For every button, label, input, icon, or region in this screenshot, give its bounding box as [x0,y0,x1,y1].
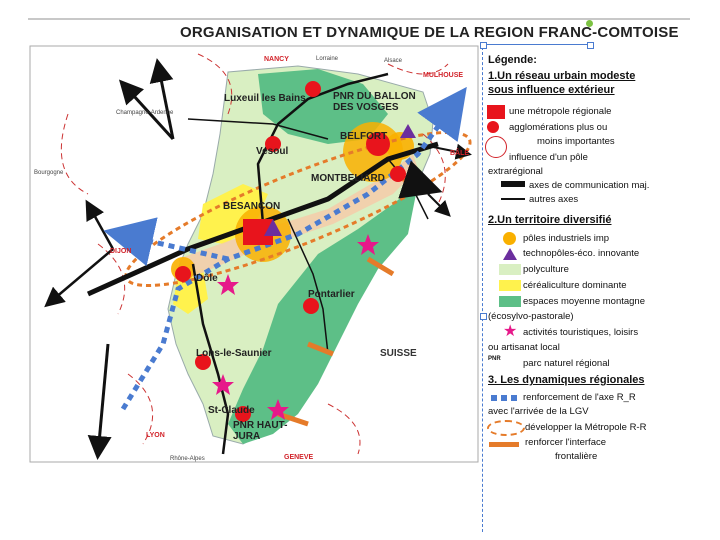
legend-cereales-label: céréaliculture dominante [523,280,627,291]
legend-metropole-label: une métropole régionale [509,106,612,117]
label-bale: BÂLE [450,150,470,157]
legend-influence-swatch [485,136,507,158]
label-st-claude: St-Claude [208,405,255,416]
legend-technopole-swatch [503,248,517,260]
label-pontarlier: Pontarlier [308,289,355,300]
agglo-dole [175,266,191,282]
legend-pnr-abbr: PNR [488,356,501,362]
label-mulhouse: MULHOUSE [423,72,464,79]
legend-montagne-label: espaces moyenne montagne [523,296,645,307]
label-suisse: SUISSE [380,348,417,359]
legend-section1-title-2: sous influence extérieur [488,84,615,96]
legend-tourisme-label-2: ou artisanat local [488,342,560,353]
legend-montagne-label-2: (écosylvo-pastorale) [488,311,574,322]
agglo-montbeliard [390,166,406,182]
legend-tourisme-star-icon: ★ [503,323,518,340]
legend-metropole-rr-swatch [487,420,525,436]
legend-agglo-label: agglomérations plus ou [509,122,608,133]
legend-autres-axes-swatch [501,198,525,200]
selection-frame-top [482,44,590,45]
legend-pole-industriel-swatch [503,232,516,245]
legend-interface-swatch [489,442,519,447]
legend-axe-rr-swatch [491,395,519,401]
label-pnr-haut-jura: PNR HAUT-JURA [233,420,288,442]
label-belfort: BELFORT [340,131,388,142]
legend-section3-title: 3. Les dynamiques régionales [488,374,645,386]
label-champagne: Champagne-Ardenne [116,110,174,116]
label-lyon: LYON [146,432,165,439]
legend-axe-rr-label: renforcement de l'axe R_R [523,392,636,403]
legend-agglo-swatch [487,121,499,133]
agglo-luxeuil [305,81,321,97]
label-montbeliard: MONTBELIARD [311,173,385,184]
agglo-pontarlier [303,298,319,314]
legend-polyculture-label: polyculture [523,264,569,275]
page-title: ORGANISATION ET DYNAMIQUE DE LA REGION FRANC-COMTOISE [180,24,679,41]
legend-agglo-label-2: moins importantes [537,136,615,147]
legend-autres-axes-label: autres axes [529,194,579,205]
legend-pnr-label: parc naturel régional [523,358,610,369]
label-nancy: NANCY [264,56,289,63]
label-besancon: BESANCON [223,201,281,212]
label-alsace: Alsace [384,58,403,64]
legend-metropole-rr-label: développer la Métropole R-R [525,422,647,433]
label-dole: Dôle [196,273,218,284]
legend-heading: Légende: [488,54,537,66]
legend-axe-rr-label-2: avec l'arrivée de la LGV [488,406,589,417]
legend-polyculture-swatch [499,264,521,275]
legend-metropole-swatch [487,105,505,119]
legend-axe-majeur-label: axes de communication maj. [529,180,650,191]
label-pnr-ballon: PNR DU BALLON DES VOSGES [333,91,416,113]
label-geneve: GENEVE [284,454,314,461]
label-lorraine: Lorraine [316,56,339,62]
legend-tourisme-label: activités touristiques, loisirs [523,327,639,338]
legend-interface-label: renforcer l'interface [525,437,607,448]
legend-section2-title: 2.Un territoire diversifié [488,214,612,226]
label-dijon: DIJON [110,248,132,255]
region-map [28,44,482,464]
label-bourgogne: Bourgogne [34,170,64,176]
legend-technopole-label: technopôles-éco. innovante [523,248,640,259]
legend-pole-industriel-label: pôles industriels imp [523,233,610,244]
label-vesoul: Vesoul [256,146,289,157]
legend-cereales-swatch [499,280,521,291]
legend-section1-title-1: 1.Un réseau urbain modeste [488,70,636,82]
legend-axe-majeur-swatch [501,181,525,187]
selection-frame-edge [482,42,483,532]
map-legend [485,48,715,478]
legend-montagne-swatch [499,296,521,307]
legend-influence-label: influence d'un pôle [509,152,588,163]
legend-interface-label-2: frontalière [555,451,598,462]
label-luxeuil: Luxeuil les Bains [224,93,306,104]
label-lons: Lons-le-Saunier [196,348,272,359]
legend-influence-label-2: extrarégional [488,166,543,177]
label-rhone-alpes: Rhône-Alpes [170,456,205,462]
